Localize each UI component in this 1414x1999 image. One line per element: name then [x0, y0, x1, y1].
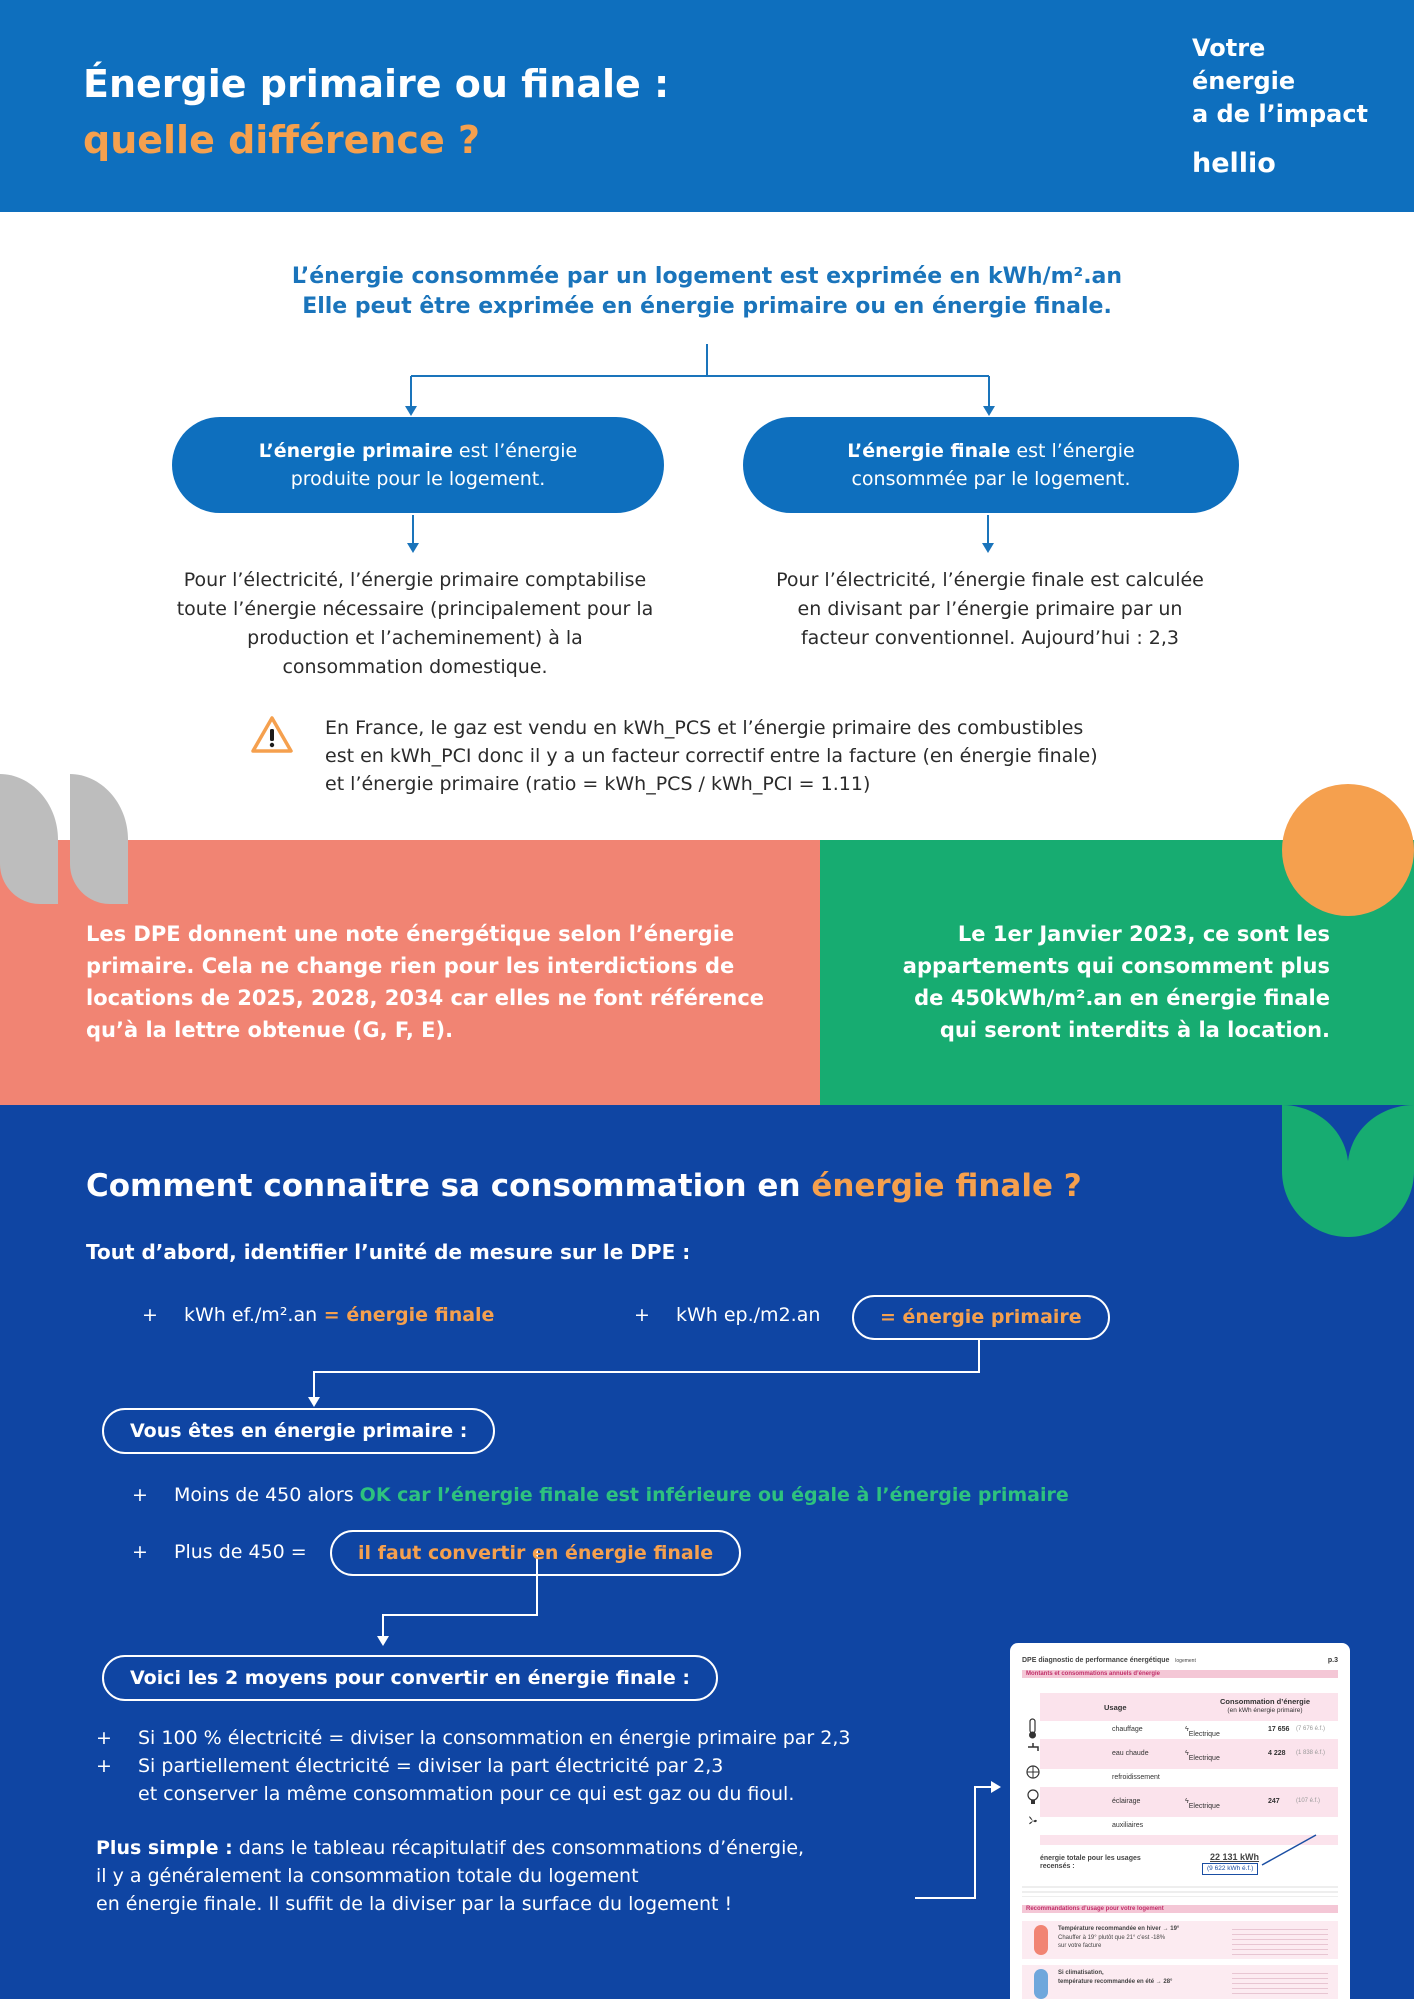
ways-pill: Voici les 2 moyens pour convertir en énergie finale : [102, 1655, 718, 1701]
unit-primary-label: kWh ep./m2.an [676, 1304, 821, 1326]
more-prefix: Plus de 450 = [174, 1541, 307, 1563]
dpe-winter-line: Chauffer à 19° plutôt que 21° c’est -18% [1058, 1935, 1166, 1941]
dpe-header-tag: logement [1175, 1658, 1196, 1664]
dpe-header-text: DPE diagnostic de performance énergétique [1022, 1657, 1170, 1664]
thermometer-cold-icon [1034, 1969, 1048, 1999]
unit-primary-pill: = énergie primaire [852, 1295, 1110, 1340]
bulb-icon [1028, 1790, 1038, 1800]
unit-final-label: kWh ef./m².an [184, 1304, 318, 1326]
dpe-row-ef: (107 é.f.) [1296, 1798, 1321, 1804]
orange-circle-decoration [1281, 783, 1414, 917]
simple-tip-bold: Plus simple : [96, 1837, 233, 1859]
way-1-item [96, 1727, 851, 1749]
warning-line: En France, le gaz est vendu en kWh_PCS et l’énergie primaire des combustibles [325, 717, 1084, 739]
dpe-row-usage: refroidissement [1112, 1774, 1160, 1781]
desc-line: Pour l’électricité, l’énergie primaire comptabilise [183, 569, 647, 591]
brand-tagline-line: énergie [1192, 67, 1296, 95]
brand-tagline-line: a de l’impact [1192, 100, 1369, 128]
desc-line: toute l’énergie nécessaire (principalement pour la [176, 598, 654, 620]
dpe-usage-icons [1024, 1717, 1044, 1845]
desc-line: production et l’acheminement) à la [247, 627, 583, 649]
dpe-document-thumbnail [1010, 1643, 1350, 1999]
page-subtitle: quelle différence ? [83, 118, 480, 162]
panel-line: appartements qui consomment plus [902, 954, 1330, 978]
desc-line: consommation domestique. [282, 656, 548, 678]
warning-line: et l’énergie primaire (ratio = kWh_PCS / kWh_PCI = 1.11) [325, 773, 871, 795]
dpe-row-energy: Electrique [1188, 1731, 1220, 1738]
howto-title-accent: énergie finale ? [811, 1168, 1082, 1204]
dpe-winter-notes [1232, 1925, 1328, 1955]
dpe-page-number: p.3 [1327, 1657, 1338, 1664]
dpe-summer-title: Si climatisation, [1058, 1970, 1104, 1976]
way-2-item [96, 1755, 723, 1777]
dpe-row-usage: éclairage [1112, 1798, 1141, 1805]
final-pill-rest: est l’énergie [1010, 440, 1135, 462]
plus-icon: + [132, 1541, 148, 1563]
quote-mark-decoration [0, 774, 132, 904]
panel-line: qu’à la lettre obtenue (G, F, E). [86, 1018, 454, 1042]
simple-tip [96, 1834, 804, 1918]
way-2-text: Si partiellement électricité = diviser la part électricité par 2,3 [138, 1755, 724, 1777]
warning-icon [250, 715, 294, 755]
panel-line: Le 1er Janvier 2023, ce sont les [957, 922, 1330, 946]
dpe-highlight-line [1260, 1833, 1320, 1867]
final-description [710, 566, 1270, 653]
dpe-row-energy: Electrique [1188, 1803, 1220, 1810]
panel-line: primaire. Cela ne change rien pour les interdictions de [86, 954, 735, 978]
dpe-winter-title: Température recommandée en hiver → 19° [1058, 1926, 1180, 1932]
simple-tip-line: en énergie finale. Il suffit de la diviser par la surface du logement ! [96, 1893, 733, 1915]
desc-line: en divisant par l’énergie primaire par un [797, 598, 1183, 620]
plus-icon: + [132, 1484, 148, 1506]
dpe-section-band-2: Recommandations d’usage pour votre logement [1022, 1905, 1338, 1913]
final-pill-line2: consommée par le logement. [851, 468, 1131, 490]
dpe-col-conso [1200, 1697, 1330, 1715]
thermometer-icon-bulb [1029, 1732, 1036, 1739]
dpe-row-value: 4 228 [1268, 1750, 1286, 1757]
primary-pill-line2: produite pour le logement. [290, 468, 546, 490]
dpe-winter-line2: sur votre facture [1058, 1943, 1102, 1949]
howto-title-text: Comment connaitre sa consommation en [86, 1168, 812, 1204]
panel-line: qui seront interdits à la location. [939, 1018, 1330, 1042]
thermometer-icon [1030, 1719, 1035, 1733]
plus-icon: + [96, 1727, 112, 1749]
dpe-row-energy: Electrique [1188, 1755, 1220, 1762]
simple-tip-line: il y a généralement la consommation totale du logement [96, 1865, 639, 1887]
way-2-continuation: et conserver la même consommation pour ce qui est gaz ou du fioul. [138, 1783, 795, 1805]
final-pill-bold: L’énergie finale [847, 440, 1011, 462]
intro-line: L’énergie consommée par un logement est exprimée en kWh/m².an [291, 264, 1123, 289]
plus-icon: + [96, 1755, 112, 1777]
dpe-note-text [86, 918, 786, 1046]
primary-description [120, 566, 710, 682]
less-ok-text: OK car l’énergie finale est inférieure ou égale à l’énergie primaire [359, 1484, 1069, 1506]
plus-icon: + [634, 1304, 650, 1326]
dpe-col-conso-title: Consommation d’énergie [1219, 1697, 1310, 1706]
dpe-consumption-table [1040, 1693, 1338, 1845]
desc-line: facteur conventionnel. Aujourd’hui : 2,3 [800, 627, 1179, 649]
dpe-summer-notes [1232, 1969, 1328, 1997]
dpe-footnote [1022, 1883, 1338, 1897]
less-prefix: Moins de 450 alors [174, 1484, 360, 1506]
thermometer-hot-icon [1034, 1925, 1048, 1955]
ban-text [880, 918, 1330, 1046]
brand-tagline-line: Votre [1192, 34, 1266, 62]
panel-line: Les DPE donnent une note énergétique selon l’énergie [86, 922, 735, 946]
dpe-row: eau chaude ϟ Electrique 4 228 (1 838 é.f.) [1112, 1750, 1326, 1762]
dpe-section-band: Montants et consommations annuels d’énergie [1022, 1670, 1338, 1678]
howto-subtitle: Tout d’abord, identifier l’unité de mesure sur le DPE : [86, 1240, 691, 1264]
dpe-row-usage: chauffage [1112, 1726, 1143, 1733]
dpe-row [1040, 1769, 1338, 1787]
panel-line: de 450kWh/m².an en énergie finale [914, 986, 1330, 1010]
dpe-summer-tip [1022, 1965, 1338, 1999]
primary-pill-rest: est l’énergie [452, 440, 578, 462]
intro-line: Elle peut être exprimée en énergie primaire ou en énergie finale. [302, 294, 1112, 319]
dpe-total-value: 22 131 kWh [1210, 1852, 1260, 1862]
dpe-row-value: 17 656 [1268, 1726, 1290, 1733]
dpe-total-ef: (9 622 kWh é.f.) [1202, 1863, 1258, 1875]
dpe-summer-line: température recommandée en été → 28° [1058, 1979, 1173, 1985]
way-1-text: Si 100 % électricité = diviser la consommation en énergie primaire par 2,3 [138, 1727, 851, 1749]
convert-pill: il faut convertir en énergie finale [330, 1530, 741, 1576]
dpe-row-usage: eau chaude [1112, 1750, 1149, 1757]
more-than-item [132, 1541, 307, 1563]
tap-icon [1028, 1743, 1038, 1751]
brand-logo: hellio [1192, 148, 1276, 179]
dpe-row-ef: (1 838 é.f.) [1296, 1750, 1326, 1756]
dpe-row-value: 247 [1268, 1798, 1280, 1805]
dpe-row: éclairage ϟ Electrique 247 (107 é.f.) [1112, 1798, 1321, 1810]
less-than-item [132, 1484, 1069, 1506]
primary-energy-pill [172, 417, 664, 513]
dpe-row-ef: (7 676 é.f.) [1296, 1726, 1326, 1732]
dpe-winter-tip [1022, 1921, 1338, 1959]
dpe-col-conso-sub: (en kWh énergie primaire) [1227, 1707, 1303, 1714]
panel-line: locations de 2025, 2028, 2034 car elles ne font référence [86, 986, 765, 1010]
unit-final-equals: = énergie finale [317, 1304, 495, 1326]
plus-icon: + [142, 1304, 158, 1326]
final-energy-pill [743, 417, 1239, 513]
dpe-col-usage: Usage [1104, 1703, 1127, 1712]
primary-energy-outline-pill: Vous êtes en énergie primaire : [102, 1408, 495, 1454]
dpe-row: chauffage ϟ Electrique 17 656 (7 676 é.f.) [1040, 1721, 1338, 1739]
desc-line: Pour l’électricité, l’énergie finale est calculée [776, 569, 1204, 591]
dpe-total-label: énergie totale pour les usages recensés : [1040, 1855, 1141, 1870]
primary-pill-bold: L’énergie primaire [258, 440, 453, 462]
dpe-row-usage: auxiliaires [1112, 1822, 1144, 1829]
page-title: Énergie primaire ou finale : [83, 62, 670, 106]
warning-text [325, 714, 1225, 798]
fan-icon [1029, 1816, 1037, 1824]
dpe-header [1022, 1657, 1196, 1664]
warning-line: est en kWh_PCI donc il y a un facteur correctif entre la facture (en énergie finale) [325, 745, 1098, 767]
simple-tip-rest: dans le tableau récapitulatif des consommations d’énergie, [232, 1837, 805, 1859]
